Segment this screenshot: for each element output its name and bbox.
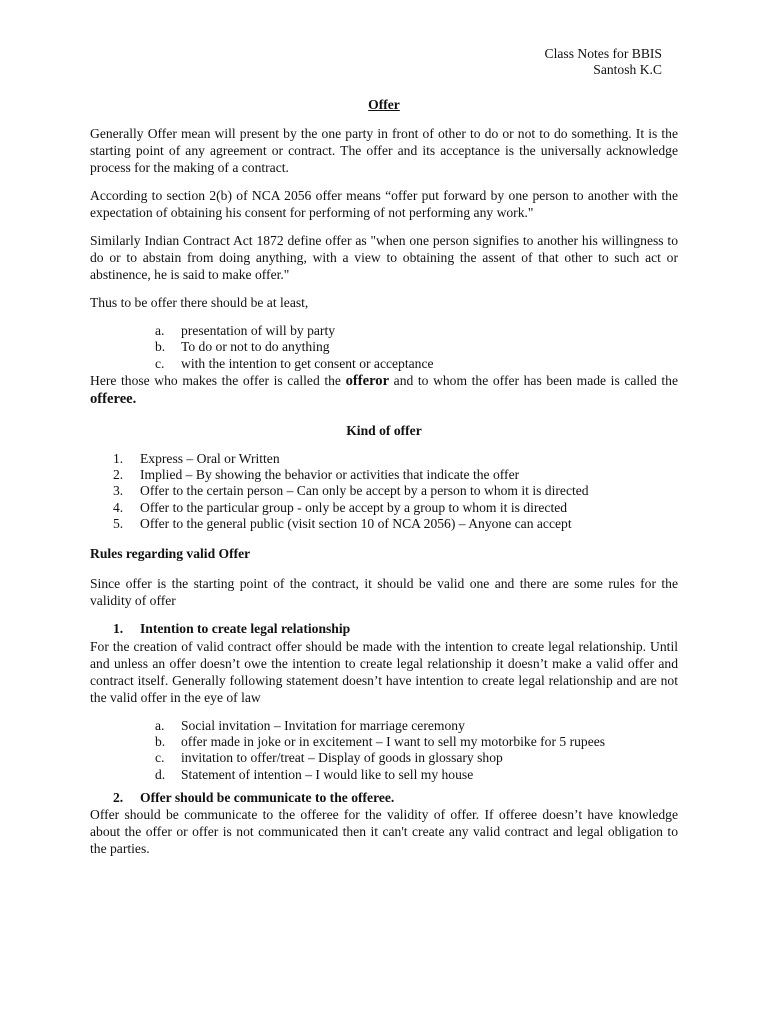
list-item: [113, 451, 678, 467]
header-author: Santosh K.C: [593, 62, 662, 77]
kinds-of-offer-list: [113, 451, 678, 532]
list-item-text: Offer to the general public (visit section 10 of NCA 2056) – Anyone can accept: [140, 516, 572, 532]
list-item: [113, 500, 678, 516]
term-offeree: offeree.: [90, 390, 137, 407]
rule-heading-text: Offer should be communicate to the offeree.: [140, 789, 395, 805]
list-marker: d.: [155, 766, 166, 782]
paragraph-rule-1: For the creation of valid contract offer should be made with the intention to create legal relationship. Until and unless an offer doesn’t owe the intention to create legal relationship it doesn’t make a valid offer and contract itself. Generally following statement doesn’t have intention to create legal relationship and are not the valid offer in the eye of law: [90, 638, 678, 705]
term-offeror: offeror: [345, 372, 390, 389]
list-marker: 5.: [113, 516, 124, 532]
list-item-text: with the intention to get consent or acceptance: [181, 355, 434, 371]
paragraph-offeror-offeree: [90, 372, 678, 408]
list-item: [155, 734, 678, 750]
rule-heading-text: Intention to create legal relationship: [140, 621, 351, 637]
header-course: Class Notes for BBIS: [544, 46, 662, 61]
list-item-text: Statement of intention – I would like to sell my house: [181, 766, 474, 782]
list-item-text: presentation of will by party: [181, 323, 336, 338]
list-item: [113, 516, 678, 532]
list-item-text: Offer to the certain person – Can only be accept by a person to whom it is directed: [140, 483, 589, 499]
list-marker: 1.: [113, 621, 124, 637]
list-item: [155, 356, 678, 372]
list-marker: c.: [155, 355, 165, 371]
list-item: [113, 467, 678, 483]
requirements-list: [155, 323, 678, 372]
page-title: Offer: [368, 97, 400, 112]
list-marker: a.: [155, 717, 165, 733]
list-marker: b.: [155, 339, 166, 355]
list-marker: 4.: [113, 499, 124, 515]
paragraph-indian-contract-act: Similarly Indian Contract Act 1872 define offer as "when one person signifies to another his willingness to do or to abstain from doing anything, with a view to obtaining the assent of that other to such act or abstinence, he is said to make offer.": [90, 233, 678, 282]
section-title-rules: Rules regarding valid Offer: [90, 546, 251, 562]
section-title-kind-of-offer: Kind of offer: [346, 422, 422, 438]
list-marker: a.: [155, 323, 165, 338]
text-fragment: Here those who makes the offer is called the: [90, 372, 346, 388]
list-item: [155, 767, 678, 783]
list-marker: 1.: [113, 450, 124, 466]
list-marker: c.: [155, 750, 165, 766]
rule-1-heading: [113, 621, 678, 637]
paragraph-requirements-intro: Thus to be offer there should be at least,: [90, 295, 309, 310]
text-fragment: and to whom the offer has been made is called the: [389, 372, 678, 388]
list-item-text: Offer to the particular group - only be accept by a group to whom it is directed: [140, 499, 568, 515]
list-item: [155, 339, 678, 355]
list-item: [155, 750, 678, 766]
list-item-text: To do or not to do anything: [181, 339, 330, 355]
rule-2-heading: [113, 790, 678, 806]
list-marker: b.: [155, 733, 166, 749]
page-header: [545, 46, 662, 78]
list-marker: 3.: [113, 483, 124, 499]
list-marker: 2.: [113, 789, 124, 805]
list-item: [155, 718, 678, 734]
list-item-text: invitation to offer/treat – Display of goods in glossary shop: [181, 750, 503, 766]
paragraph-definition: Generally Offer mean will present by the one party in front of other to do or not to do something. It is the starting point of any agreement or contract. The offer and its acceptance is the universally acknowledge process for the making of a contract.: [90, 126, 678, 175]
document-body: [90, 96, 678, 869]
list-item: [113, 790, 678, 806]
list-item-text: Express – Oral or Written: [140, 450, 280, 466]
list-item: [113, 621, 678, 637]
list-item: [113, 483, 678, 499]
list-item-text: offer made in joke or in excitement – I want to sell my motorbike for 5 rupees: [181, 733, 606, 749]
list-item-text: Social invitation – Invitation for marriage ceremony: [181, 717, 465, 733]
list-item: [155, 323, 678, 339]
list-marker: 2.: [113, 467, 124, 483]
list-item-text: Implied – By showing the behavior or activities that indicate the offer: [140, 467, 520, 483]
paragraph-rule-2: Offer should be communicate to the offeree for the validity of offer. If offeree doesn’t have knowledge about the offer or offer is not communicated then it can't create any valid contract and legal obligation to the parties.: [90, 807, 678, 857]
rule-1-examples-list: [155, 718, 678, 783]
paragraph-rules-intro: Since offer is the starting point of the contract, it should be valid one and there are some rules for the validity of offer: [90, 576, 678, 609]
paragraph-nca-section: According to section 2(b) of NCA 2056 offer means “offer put forward by one person to another with the expectation of obtaining his consent for performing of not performing any work.": [90, 188, 678, 220]
